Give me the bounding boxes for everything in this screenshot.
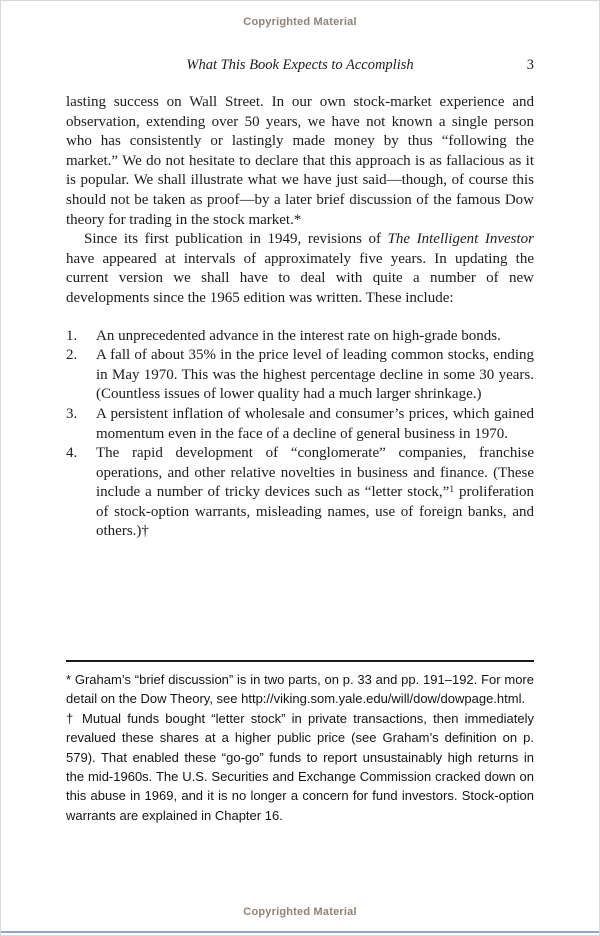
list-item-text bbox=[96, 444, 534, 542]
list-item-text-segment: The rapid development of “conglomerate” companies, franchise operations, and other relative novelties in business and finance. (These include a number of tricky devices such as “letter stock,” bbox=[96, 445, 534, 501]
list-item-number: 2. bbox=[66, 347, 78, 364]
footnote-asterisk: * Graham’s “brief discussion” is in two parts, on p. 33 and pp. 191–192. For more detail on the Dow Theory, see http://viking.som.yale.edu/will/dow/dowpage.html. bbox=[66, 672, 534, 707]
list-item-text: A fall of about 35% in the price level of leading common stocks, ending in May 1970. This was the highest percentage decline in some 30 years. (Countless issues of lower quality had a much larger shrinkage.) bbox=[96, 347, 534, 403]
footnote-marker-superscript: 1 bbox=[449, 485, 455, 496]
paragraph-text: have appeared at intervals of approximately five years. In updating the current version we shall have to deal with quite a number of new developments since the 1965 edition was written. These include: bbox=[66, 250, 534, 306]
list-item-number: 3. bbox=[66, 405, 78, 422]
page-edge-line bbox=[1, 931, 599, 933]
numbered-list bbox=[66, 327, 534, 543]
list-item bbox=[66, 444, 534, 542]
paragraph-text: Since its first publication in 1949, revisions of bbox=[84, 231, 388, 248]
list-item-number: 1. bbox=[66, 327, 78, 344]
footnote-rule bbox=[66, 660, 534, 662]
list-item bbox=[66, 346, 534, 405]
copyright-watermark-bottom: Copyrighted Material bbox=[243, 906, 357, 918]
footnote-dagger: † Mutual funds bought “letter stock” in private transactions, then immediately revalued these shares at a higher public price (see Graham’s definition on p. 579). That enabled these “go-go” funds to report unsustainably high returns in the mid-1960s. The U.S. Securities and Exchange Commission cracked down on this abuse in 1969, and it is no longer a concern for fund investors. Stock-option warrants are explained in Chapter 16. bbox=[66, 710, 534, 823]
list-item-text-segment: proliferation of stock-option warrants, misleading names, use of foreign banks, and others.)† bbox=[96, 484, 534, 540]
paragraph-continued: lasting success on Wall Street. In our own stock-market experience and observation, extending over 50 years, we have not known a single person who has consistently or lastingly made money by thus “following the market.” We do not hesitate to declare that this approach is as fallacious as it is popular. We shall illustrate what we have just said—though, of course this should not be taken as proof—by a later brief discussion of the famous Dow theory for trading in the stock market.* bbox=[66, 94, 534, 228]
running-title: What This Book Expects to Accomplish bbox=[186, 57, 414, 73]
list-item bbox=[66, 327, 534, 347]
list-item-text: An unprecedented advance in the interest rate on high-grade bonds. bbox=[96, 327, 501, 344]
running-header bbox=[66, 57, 534, 74]
copyright-watermark-top: Copyrighted Material bbox=[243, 16, 357, 28]
page-number: 3 bbox=[526, 57, 534, 73]
list-item bbox=[66, 405, 534, 444]
paragraph-revisions bbox=[66, 230, 534, 308]
body-text bbox=[66, 93, 534, 542]
list-item-number: 4. bbox=[66, 445, 78, 462]
list-item-text: A persistent inflation of wholesale and consumer’s prices, which gained momentum even in the face of a decline of general business in 1970. bbox=[96, 405, 534, 442]
footnote-section bbox=[66, 660, 534, 825]
book-title-italic: The Intelligent Investor bbox=[387, 231, 534, 248]
